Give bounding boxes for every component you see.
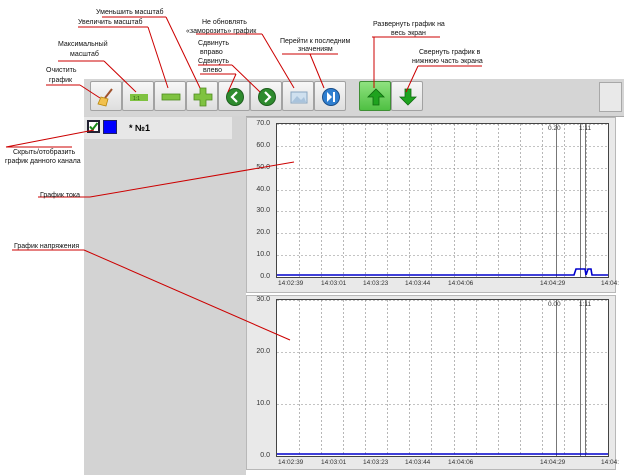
annotation-freeze-1: Не обновлять bbox=[202, 19, 247, 26]
annotation-shift-left-2: влево bbox=[203, 67, 223, 74]
voltage-chart-x-tick: 14:03:44 bbox=[405, 459, 431, 466]
annotation-max-scale-1: Максимальный bbox=[58, 41, 108, 48]
voltage-chart-y-tick: 10.0 bbox=[256, 400, 270, 407]
voltage-chart-y-tick: 30.0 bbox=[256, 296, 270, 303]
svg-text:1:1: 1:1 bbox=[133, 96, 140, 102]
annotation-max-scale-2: масштаб bbox=[70, 51, 99, 58]
current-chart-y-tick: 10.0 bbox=[256, 251, 270, 259]
annotation-go-last-2: значениям bbox=[298, 46, 333, 53]
current-chart-x-tick: 14:04:29 bbox=[540, 280, 566, 287]
annotation-freeze-2: «заморозить» график bbox=[186, 28, 257, 35]
current-chart-x-tick: 14:03:23 bbox=[363, 280, 389, 287]
annotation-clear-2: график bbox=[49, 77, 73, 84]
current-chart-y-tick: 40.0 bbox=[256, 185, 270, 193]
annotation-expand-2: весь экран bbox=[391, 30, 426, 37]
current-chart-y-tick: 70.0 bbox=[256, 120, 270, 127]
current-chart-x-tick: 14:03:01 bbox=[321, 280, 347, 287]
current-chart-y-tick: 60.0 bbox=[256, 141, 270, 149]
current-chart-y-tick: 30.0 bbox=[256, 207, 270, 215]
voltage-chart-x-tick: 14:04:06 bbox=[448, 459, 474, 466]
annotation-go-last-1: Перейти к последним bbox=[280, 38, 351, 45]
voltage-chart-x-tick: 14:04:29 bbox=[540, 459, 566, 466]
annotation-zoom-out: Уменьшить масштаб bbox=[96, 9, 164, 16]
voltage-chart-x-tick: 14:02:39 bbox=[278, 459, 304, 466]
voltage-chart-x-tick: 14:03:23 bbox=[363, 459, 389, 466]
current-chart-marker-value: 0.20 bbox=[548, 125, 561, 132]
annotation-toggle-1: Скрыть/отобразить bbox=[13, 149, 76, 156]
voltage-chart-y-tick: 0.0 bbox=[260, 452, 270, 459]
annotation-collapse-2: нижнюю часть экрана bbox=[412, 58, 483, 65]
current-chart-y-tick: 50.0 bbox=[256, 163, 270, 171]
annotation-shift-left-1: Сдвинуть bbox=[198, 58, 229, 65]
voltage-chart-marker-time: 1:11 bbox=[579, 301, 592, 308]
current-chart-marker-time: 1:11 bbox=[579, 125, 592, 132]
annotation-voltage-graph: График напряжения bbox=[14, 243, 80, 250]
current-chart-x-tick: 14:02:39 bbox=[278, 280, 304, 287]
annotation-current-graph: График тока bbox=[40, 192, 80, 199]
current-chart-y-tick: 0.0 bbox=[260, 273, 270, 280]
voltage-chart-x-tick: 14:04: bbox=[601, 459, 620, 466]
annotation-expand-1: Развернуть график на bbox=[373, 21, 445, 28]
annotation-zoom-in: Увеличить масштаб bbox=[78, 19, 143, 26]
current-chart-x-tick: 14:04:06 bbox=[448, 280, 474, 287]
annotation-shift-right-1: Сдвинуть bbox=[198, 40, 229, 47]
current-chart-x-tick: 14:04: bbox=[601, 280, 620, 287]
annotation-shift-right-2: вправо bbox=[200, 49, 223, 56]
annotation-toggle-2: график данного канала bbox=[5, 158, 81, 165]
voltage-chart-marker-value: 0.00 bbox=[548, 301, 561, 308]
annotation-clear-1: Очистить bbox=[46, 67, 77, 74]
annotation-collapse-1: Свернуть график в bbox=[419, 49, 481, 56]
current-chart-x-tick: 14:03:44 bbox=[405, 280, 431, 287]
channel-label: * №1 bbox=[129, 123, 151, 133]
current-chart-y-tick: 20.0 bbox=[256, 229, 270, 237]
voltage-chart-y-tick: 20.0 bbox=[256, 348, 270, 355]
voltage-chart-x-tick: 14:03:01 bbox=[321, 459, 347, 466]
